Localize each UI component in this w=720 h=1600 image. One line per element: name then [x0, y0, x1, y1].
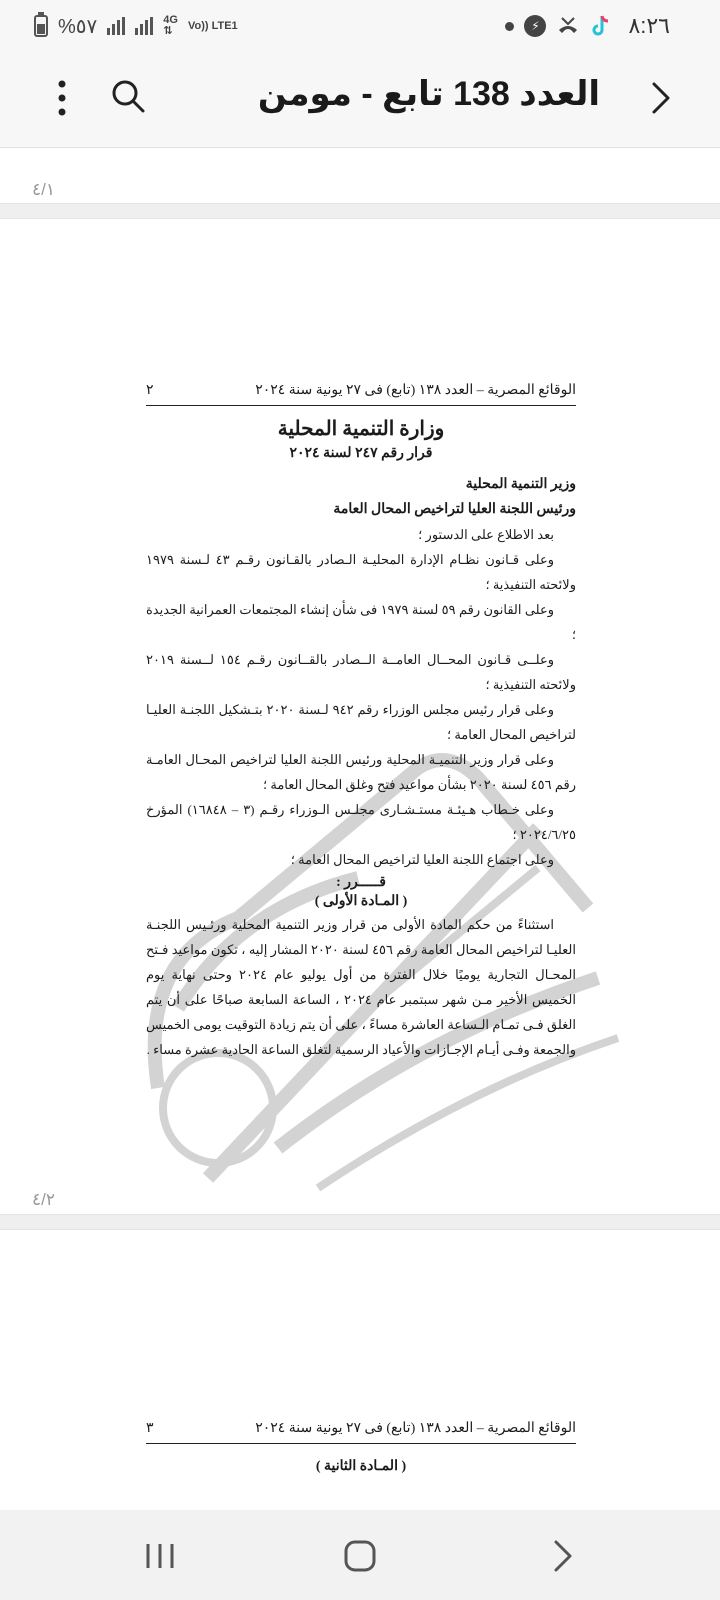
article-text: استثناءً من حكم المادة الأولى من قرار وزير التنمية المحلية ورئـيس اللجنـة العليـا لتراخيص المحال العامة رقم ٤٥٦ لسنة ٢٠٢٠ المشار إليه ، تكون مواعيد فـتح المحـال التجارية يوميًا خلال الفترة من أول يوليو عام ٢٠٢٤ وحتى نهاية يوم الخميس الأخير مـن شهر سبتمبر عام ٢٠٢٤ ، الساعة السابعة صباحًا على أن يتم الغلق فـى تمـام الـساعة العاشرة مساءً ، على أن يتم زيادة التوقيت يومى الخميس والجمعة وفـى أيـام الإجـازات والأعياد الرسمية لتغلق الساعة الحادية عشرة مساء .	[146, 917, 577, 1057]
messenger-icon: ⚡	[524, 15, 546, 37]
notification-dot-icon	[505, 22, 514, 31]
running-head-text: الوقائع المصرية – العدد ١٣٨ (تابع) فى ٢٧ يونية سنة ٢٠٢٤	[255, 383, 576, 398]
signal-icon	[107, 17, 125, 35]
missed-call-icon	[556, 14, 580, 38]
document-page-2	[146, 382, 576, 1062]
app-bar	[0, 50, 720, 148]
page-indicator: ٤/٢	[32, 1190, 55, 1209]
home-icon[interactable]	[338, 1534, 382, 1578]
network-4g: 4G ⇅	[163, 14, 178, 37]
battery-percent: %٥٧	[58, 15, 98, 38]
page-separator	[0, 203, 720, 219]
running-head	[146, 1420, 576, 1444]
status-right	[505, 12, 670, 40]
recital: وعلى قرار وزير التنميـة المحلية ورئيس اللجنة العليا لتراخيص المحـال العامـة رقم ٤٥٦ لسنة ٢٠٢٠ بشأن مواعيد فتح وغلق المحال العامة ؛	[146, 752, 576, 792]
page-number: ٣	[146, 1421, 154, 1436]
battery-icon	[34, 15, 48, 37]
ministry-heading: وزارة التنمية المحلية	[277, 418, 445, 440]
page-separator	[0, 1214, 720, 1230]
running-head	[146, 382, 576, 406]
recital: بعد الاطلاع على الدستور ؛	[418, 527, 554, 542]
recital: وعلى خـطاب هـيئـة مستـشـارى مجلـس الـوزراء رقـم (٣ – ١٦٨٤٨) المؤرخ ٢٠٢٤/٦/٢٥ ؛	[146, 802, 576, 842]
issuer-line: وزير التنمية المحلية	[465, 477, 576, 492]
recital: وعلى قـانون نظـام الإدارة المحليـة الـصادر بالقـانون رقـم ٤٣ لـسنة ١٩٧٩ ولائحته التنفيذية ؛	[146, 552, 576, 592]
article-title: ( المـادة الأولى )	[314, 894, 408, 909]
signal-icon	[135, 17, 153, 35]
status-bar	[0, 0, 720, 50]
decided-heading: قـــــرر :	[336, 875, 386, 890]
document-title: العدد 138 تابع - مومن	[257, 75, 600, 113]
back-chevron-icon[interactable]	[640, 78, 680, 118]
page-number: ٢	[146, 383, 154, 398]
document-page-3	[146, 1420, 576, 1477]
pdf-viewer[interactable]	[0, 148, 720, 1510]
recent-apps-icon[interactable]	[138, 1534, 182, 1578]
decree-number: قرار رقم ٢٤٧ لسنة ٢٠٢٤	[289, 446, 433, 461]
page-indicator: ٤/١	[32, 180, 55, 199]
article-title: ( المـادة الثانية )	[315, 1459, 407, 1474]
network-volte: Vo)) LTE1	[187, 19, 238, 32]
more-options-icon[interactable]	[48, 76, 76, 120]
tiktok-icon	[590, 14, 612, 38]
navigation-bar	[0, 1510, 720, 1600]
search-icon[interactable]	[108, 76, 148, 116]
issuer-line: ورئيس اللجنة العليا لتراخيص المحال العامة	[333, 502, 576, 517]
clock: ٨:٢٦	[628, 13, 670, 38]
recital: وعلى اجتماع اللجنة العليا لتراخيص المحال العامة ؛	[290, 852, 554, 867]
recital: وعلــى قـانون المحــال العامــة الــصادر بالقــانون رقـم ١٥٤ لــسنة ٢٠١٩ ولائحته التنفيذية ؛	[146, 652, 576, 692]
status-left	[34, 12, 238, 40]
running-head-text: الوقائع المصرية – العدد ١٣٨ (تابع) فى ٢٧ يونية سنة ٢٠٢٤	[255, 1421, 576, 1436]
back-nav-icon[interactable]	[540, 1534, 584, 1578]
recital: وعلى قرار رئيس مجلس الوزراء رقم ٩٤٢ لـسنة ٢٠٢٠ بتـشكيل اللجنـة العليـا لتراخيص المحال العامة ؛	[146, 702, 576, 742]
recital: وعلى القانون رقم ٥٩ لسنة ١٩٧٩ فى شأن إنشاء المجتمعات العمرانية الجديدة ؛	[146, 602, 576, 642]
